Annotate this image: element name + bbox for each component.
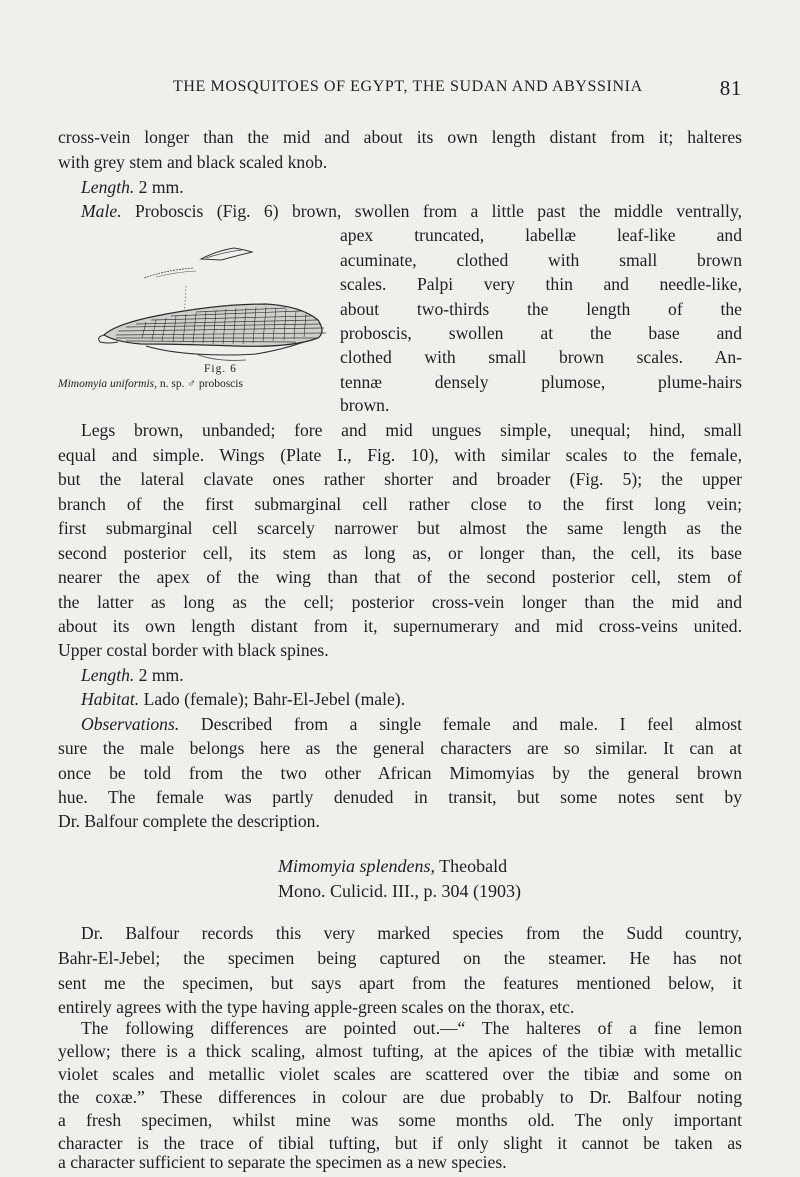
observations-first-line bbox=[81, 712, 742, 736]
text-line: a fresh specimen, whilst mine was some months old. The only important bbox=[58, 1110, 742, 1130]
text-line: apex truncated, labellæ leaf-like and bbox=[340, 225, 742, 245]
text-line: second posterior cell, its stem as long as, or longer than, the cell, its base bbox=[58, 543, 742, 563]
habitat-value: Lado (female); Bahr-El-Jebel (male). bbox=[139, 689, 406, 709]
text-line: the latter as long as the cell; posterior cross-vein longer than the mid and bbox=[58, 592, 742, 612]
text-line: brown. bbox=[340, 395, 390, 415]
species-heading bbox=[278, 856, 507, 877]
text-line: The following differences are pointed out.—“ The halteres of a fine lemon bbox=[81, 1018, 742, 1038]
figure-label: Fig. 6 bbox=[204, 363, 237, 375]
text-line: equal and simple. Wings (Plate I., Fig. 10), with similar scales to the female, bbox=[58, 445, 742, 465]
figure-caption-rest: n. sp. ♂ proboscis bbox=[157, 378, 243, 390]
figure-caption-species: Mimomyia uniformis, bbox=[58, 378, 158, 390]
text-line: but the lateral clavate ones rather shorter and broader (Fig. 5); the upper bbox=[58, 469, 742, 489]
text-line: tennæ densely plumose, plume-hairs bbox=[340, 372, 742, 392]
text-line: with grey stem and black scaled knob. bbox=[58, 152, 328, 172]
observations-text: Described from a single female and male. I feel almost bbox=[179, 714, 742, 734]
text-line: Dr. Balfour records this very marked species from the Sudd country, bbox=[81, 923, 742, 943]
text-line: scales. Palpi very thin and needle-like, bbox=[340, 274, 742, 294]
text-line: sure the male belongs here as the general characters are so similar. It can at bbox=[58, 738, 742, 758]
text-line: branch of the first submarginal cell rather close to the first long vein; bbox=[58, 494, 742, 514]
text-line: character is the trace of tibial tufting, but if only slight it cannot be taken as bbox=[58, 1133, 742, 1153]
text-line: nearer the apex of the wing than that of the second posterior cell, stem of bbox=[58, 567, 742, 587]
text-line: acuminate, clothed with small brown bbox=[340, 250, 742, 270]
text-line: a character sufficient to separate the specimen as a new species. bbox=[58, 1152, 507, 1172]
running-title: THE MOSQUITOES OF EGYPT, THE SUDAN AND ABYSSINIA bbox=[173, 78, 643, 95]
observations-label: Observations. bbox=[81, 714, 180, 734]
figure-caption bbox=[58, 378, 243, 390]
text-line: the coxæ.” These differences in colour are due probably to Dr. Balfour noting bbox=[58, 1087, 742, 1107]
text-line: violet scales and metallic violet scales are scattered over the tibiæ and some on bbox=[58, 1064, 742, 1084]
text-line: proboscis, swollen at the base and bbox=[340, 323, 742, 343]
text-line: Bahr-El-Jebel; the specimen being captured on the steamer. He has not bbox=[58, 948, 742, 968]
proboscis-figure bbox=[56, 238, 344, 393]
habitat-line bbox=[81, 687, 742, 711]
proboscis-illustration bbox=[56, 238, 346, 368]
length-label: Length. bbox=[81, 665, 135, 685]
text-line: hue. The female was partly denuded in transit, but some notes sent by bbox=[58, 787, 742, 807]
text-line: entirely agrees with the type having apple-green scales on the thorax, etc. bbox=[58, 997, 575, 1017]
species-name: Mimomyia splendens, bbox=[278, 856, 435, 876]
length-line bbox=[81, 175, 741, 199]
male-label: Male. bbox=[81, 201, 122, 221]
page-number: 81 bbox=[719, 76, 742, 100]
text-line: about two-thirds the length of the bbox=[340, 299, 742, 319]
text-line: Legs brown, unbanded; fore and mid ungues simple, unequal; hind, small bbox=[81, 420, 742, 440]
text-line: once be told from the two other African Mimomyias by the general brown bbox=[58, 763, 742, 783]
male-first-line bbox=[81, 199, 742, 223]
habitat-label: Habitat. bbox=[81, 689, 140, 709]
length-label: Length. bbox=[81, 177, 135, 197]
text-line: Dr. Balfour complete the description. bbox=[58, 811, 320, 831]
length-line-2 bbox=[81, 663, 742, 687]
text-line: clothed with small brown scales. An- bbox=[340, 347, 742, 367]
species-author: Theobald bbox=[434, 856, 508, 876]
text-line: cross-vein longer than the mid and about its own length distant from it; halteres bbox=[58, 127, 742, 147]
length-value: 2 mm. bbox=[134, 665, 184, 685]
text-line: sent me the specimen, but says apart from the features mentioned below, it bbox=[58, 973, 742, 993]
text-line: about its own length distant from it, supernumerary and mid cross-veins united. bbox=[58, 616, 742, 636]
male-text: Proboscis (Fig. 6) brown, swollen from a little past the middle ventrally, bbox=[121, 201, 742, 221]
length-value: 2 mm. bbox=[134, 177, 184, 197]
species-reference: Mono. Culicid. III., p. 304 (1903) bbox=[278, 881, 521, 901]
text-line: yellow; there is a thick scaling, almost tufting, at the apices of the tibiæ with metallic bbox=[58, 1041, 742, 1061]
text-line: first submarginal cell scarcely narrower but almost the same length as the bbox=[58, 518, 742, 538]
text-line: Upper costal border with black spines. bbox=[58, 640, 329, 660]
